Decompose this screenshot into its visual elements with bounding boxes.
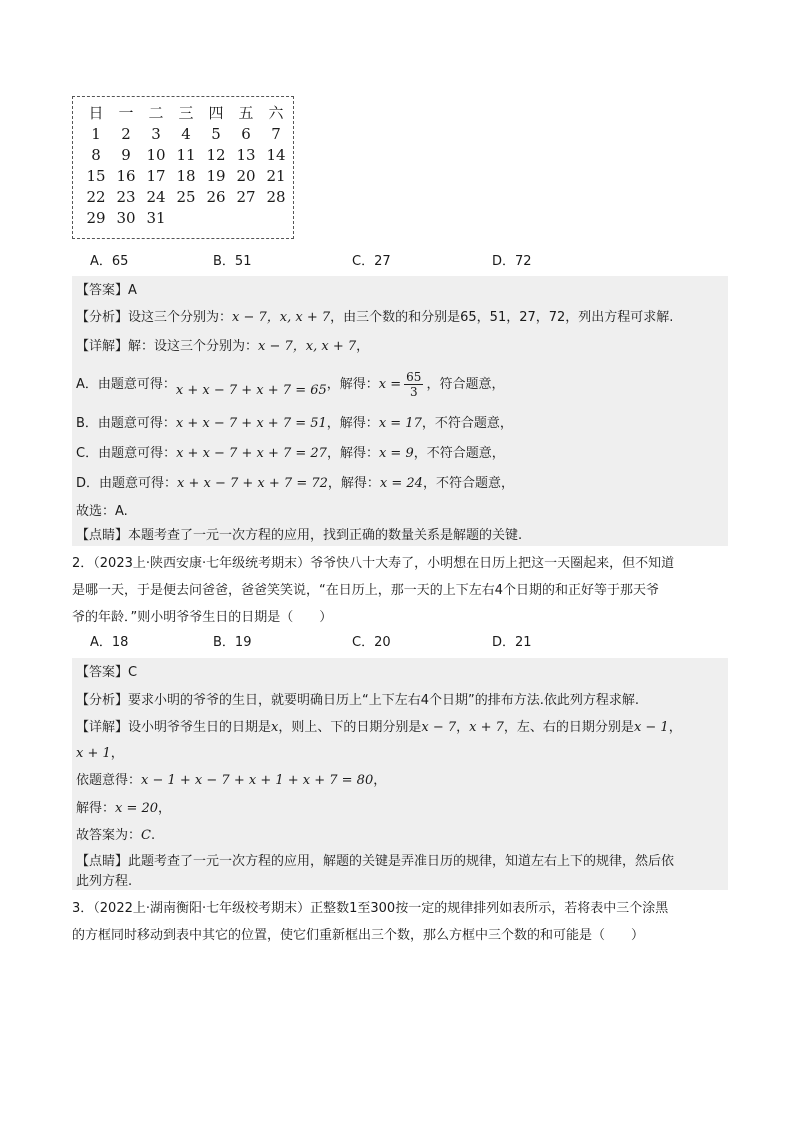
q1-detail-vars: x − 7，x, x + 7 <box>258 339 357 354</box>
q2-option-d: D．21 <box>492 635 532 650</box>
q3-stem <box>72 895 732 949</box>
q2-solve-expr: x = 20 <box>115 801 159 816</box>
calendar-day: 7 <box>271 125 281 143</box>
calendar-day: 12 <box>206 146 226 164</box>
calendar-day: 25 <box>176 188 196 206</box>
q2-final-answer: C <box>141 828 151 843</box>
calendar-day: 15 <box>86 167 106 185</box>
calendar-day: 19 <box>206 167 226 185</box>
q2-solve <box>76 799 171 819</box>
q1-comment: 【点睛】本题考查了一元一次方程的应用，找到正确的数量关系是解题的关键. <box>76 528 523 543</box>
q1-line-b-sep: ，解得： <box>326 416 379 431</box>
calendar-day: 6 <box>241 125 251 143</box>
q1-analysis-vars: x − 7，x, x + 7 <box>232 310 331 325</box>
q2-detail-d2: ， <box>668 720 682 735</box>
q1-analysis-tail: ，由三个数的和分别是65，51，27，72，列出方程可求解. <box>330 310 674 325</box>
calendar-day: 14 <box>266 146 286 164</box>
q1-line-a-fraction <box>404 370 423 399</box>
q2-option-b: B．19 <box>213 635 252 650</box>
q3-stem-line-1: 3．（2022上·湖南衡阳·七年级校考期末）正整数1至300按一定的规律排列如表所示，若将表中三个涂黑 <box>72 901 669 916</box>
q1-detail-lead: 【详解】解：设这三个分别为： <box>76 339 259 354</box>
calendar-day: 11 <box>176 146 196 164</box>
q1-option-b: B．51 <box>213 254 252 269</box>
q1-line-a-sep: ，解得： <box>326 377 379 392</box>
calendar-grid <box>81 103 291 229</box>
calendar-day: 9 <box>121 146 131 164</box>
q2-detail-d: ，左、右的日期分别是 <box>503 720 634 735</box>
q1-line-c-label: C．由题意可得： <box>76 446 177 461</box>
calendar-day: 18 <box>176 167 196 185</box>
fraction-numerator: 65 <box>406 370 422 384</box>
q3-stem-line-2: 的方框同时移动到表中其它的位置，使它们重新框出三个数，那么方框中三个数的和可能是（ ） <box>72 928 645 943</box>
calendar-day: 31 <box>146 209 166 227</box>
calendar-day: 23 <box>116 188 136 206</box>
calendar-day: 8 <box>91 146 101 164</box>
fraction-denominator: 3 <box>409 385 418 399</box>
calendar-day: 26 <box>206 188 226 206</box>
calendar-weekday: 一 <box>118 104 134 122</box>
q2-stem <box>72 550 732 631</box>
q2-equation-expr: x − 1 + x − 7 + x + 1 + x + 7 = 80 <box>141 773 374 788</box>
q2-solve-tail: ， <box>158 801 172 816</box>
q2-analysis: 【分析】要求小明的爷爷的生日，就要明确日历上“上下左右4个日期”的排布方法.依此列方程求解. <box>76 693 640 708</box>
q1-line-a-solution: x = <box>378 377 402 392</box>
q2-stem-line-2: 是哪一天，于是便去问爸爸，爸爸笑笑说，“在日历上，那一天的上下左右4个日期的和正好等于那天爷 <box>72 583 660 598</box>
q2-comment-1: 【点睛】此题考查了一元一次方程的应用，解题的关键是弄准日历的规律，知道左右上下的规律，然后依 <box>76 854 675 869</box>
q1-line-b-label: B．由题意可得： <box>76 416 176 431</box>
q2-detail-x: x <box>271 720 279 735</box>
q2-solve-lead: 解得： <box>76 801 116 816</box>
q2-final <box>76 826 155 846</box>
calendar-day: 5 <box>211 125 221 143</box>
calendar-day: 13 <box>236 146 256 164</box>
q1-detail <box>76 337 369 357</box>
q1-line-c-sep: ，解得： <box>326 446 379 461</box>
calendar-weekday: 日 <box>88 104 104 122</box>
q1-line-d-sep: ，解得： <box>327 476 380 491</box>
q2-comment-2: 此列方程. <box>76 874 133 889</box>
q1-option-d: D．72 <box>492 254 532 269</box>
calendar-day: 29 <box>86 209 106 227</box>
q1-analysis <box>76 308 673 328</box>
calendar-day: 20 <box>236 167 256 185</box>
q2-detail-e: ， <box>110 746 124 761</box>
calendar-day: 16 <box>116 167 136 185</box>
q1-line-d <box>76 474 514 494</box>
q1-detail-tail: ， <box>356 339 370 354</box>
q2-detail-a: 【详解】设小明爷爷生日的日期是 <box>76 720 272 735</box>
q1-line-a-equation: x + x − 7 + x + 7 = 65 <box>175 383 327 398</box>
calendar-day: 22 <box>86 188 106 206</box>
calendar-weekday: 四 <box>208 104 224 122</box>
q1-line-d-equation: x + x − 7 + x + 7 = 72 <box>177 476 328 491</box>
q2-option-a: A．18 <box>90 635 129 650</box>
calendar-table <box>72 96 294 239</box>
q1-choose: 故选：A. <box>76 504 128 519</box>
q1-line-d-label: D．由题意可得： <box>76 476 178 491</box>
calendar-day: 28 <box>266 188 286 206</box>
q1-line-a <box>76 370 504 400</box>
q1-line-d-solution: x = 24 <box>379 476 423 491</box>
calendar-day: 3 <box>151 125 161 143</box>
calendar-day: 1 <box>91 125 101 143</box>
calendar-day: 27 <box>236 188 256 206</box>
calendar-day: 2 <box>121 125 131 143</box>
calendar-day: 4 <box>181 125 191 143</box>
calendar-day: 17 <box>146 167 166 185</box>
q2-detail-c: ， <box>456 720 470 735</box>
calendar-day: 21 <box>266 167 286 185</box>
calendar-day: 24 <box>146 188 166 206</box>
q1-line-c-solution: x = 9 <box>378 446 414 461</box>
q1-line-d-result: ，不符合题意， <box>422 476 514 491</box>
q2-final-tail: . <box>150 828 156 843</box>
q1-line-b-result: ，不符合题意， <box>421 416 513 431</box>
q2-detail-v4: x + 1 <box>76 746 111 761</box>
q1-analysis-lead: 【分析】设这三个分别为： <box>76 310 233 325</box>
q1-line-b-solution: x = 17 <box>378 416 422 431</box>
q2-equation-lead: 依题意得： <box>76 773 142 788</box>
q2-detail-v2: x + 7 <box>469 720 504 735</box>
q1-answer: 【答案】A <box>76 283 137 298</box>
q1-line-b <box>76 414 513 434</box>
q2-detail-cont <box>76 744 124 764</box>
calendar-day: 10 <box>146 146 166 164</box>
q2-answer: 【答案】C <box>76 665 138 680</box>
q2-detail-b: ，则上、下的日期分别是 <box>278 720 422 735</box>
q1-option-c: C．27 <box>352 254 391 269</box>
q1-line-a-result: ，符合题意， <box>426 377 505 392</box>
q2-option-c: C．20 <box>352 635 391 650</box>
q2-detail-v1: x − 7 <box>421 720 457 735</box>
q1-option-a: A．65 <box>90 254 129 269</box>
calendar-weekday: 二 <box>148 104 164 122</box>
calendar-day: 30 <box>116 209 136 227</box>
q2-equation <box>76 771 386 791</box>
calendar-weekday: 五 <box>238 104 254 122</box>
q2-equation-tail: ， <box>373 773 387 788</box>
q2-detail-v3: x − 1 <box>633 720 669 735</box>
q1-line-b-equation: x + x − 7 + x + 7 = 51 <box>175 416 327 431</box>
q1-line-c-equation: x + x − 7 + x + 7 = 27 <box>176 446 327 461</box>
q1-line-c <box>76 444 505 464</box>
q2-stem-line-1: 2．（2023上·陕西安康·七年级统考期末）爷爷快八十大寿了，小明想在日历上把这一天圈起来，但不知道 <box>72 556 675 571</box>
q2-final-lead: 故答案为： <box>76 828 142 843</box>
calendar-weekday: 六 <box>268 104 284 122</box>
calendar-weekday: 三 <box>178 104 194 122</box>
q1-line-c-result: ，不符合题意， <box>413 446 505 461</box>
q2-stem-line-3: 爷的年龄．”则小明爷爷生日的日期是（ ） <box>72 610 333 625</box>
q2-detail <box>76 718 682 738</box>
q1-line-a-label: A．由题意可得： <box>76 377 176 392</box>
